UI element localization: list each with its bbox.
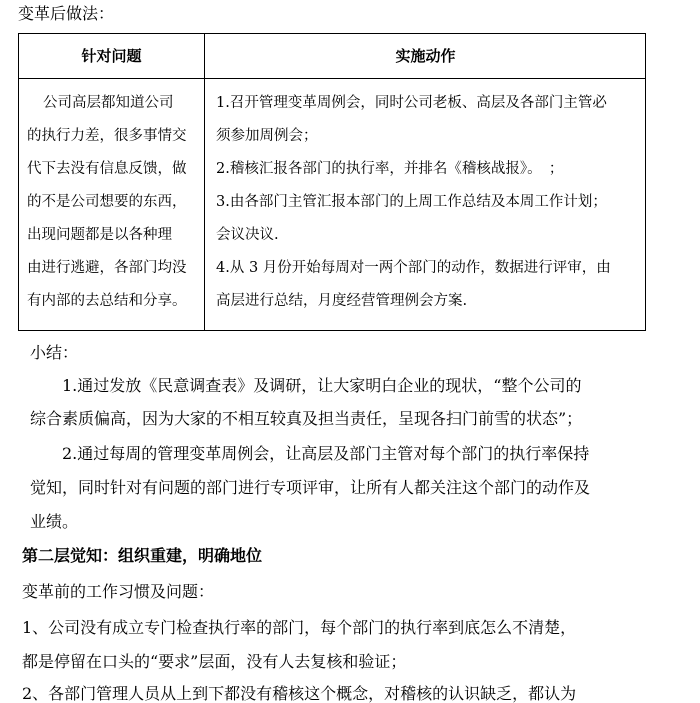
summary-label: 小结： — [30, 343, 79, 362]
action-line: 高层进行总结，月度经营管理例会方案. — [216, 293, 468, 309]
problem-line: 公司高层都知道公司 — [43, 95, 174, 111]
problem-line: 有内部的去总结和分享。 — [27, 293, 187, 309]
problem-line: 出现问题都是以各种理 — [27, 227, 172, 243]
action-line: 4.从 3 月份开始每周对一两个部门的动作，数据进行评审，由 — [216, 260, 611, 276]
problem-line: 由进行逃避，各部门均没 — [27, 260, 187, 276]
comparison-table — [18, 33, 646, 331]
action-line: 须参加周例会； — [216, 128, 318, 144]
table-header-divider — [19, 78, 645, 79]
problem-line: 的不是公司想要的东西， — [27, 194, 187, 210]
problem-line: 代下去没有信息反馈，做 — [27, 161, 187, 177]
summary-line: 综合素质偏高，因为大家的不相互较真及担当责任，呈现各扫门前雪的状态”； — [30, 409, 583, 428]
action-line: 会议决议. — [216, 227, 279, 243]
summary-line: 业绩。 — [30, 512, 79, 531]
table-header-problem: 针对问题 — [81, 47, 142, 65]
section-line: 都是停留在口头的“要求”层面，没有人去复核和验证； — [22, 652, 407, 671]
table-header-action: 实施动作 — [395, 47, 456, 65]
action-line: 1.召开管理变革周例会，同时公司老板、高层及各部门主管必 — [216, 95, 607, 111]
intro-label: 变革后做法： — [18, 4, 115, 23]
action-line: 3.由各部门主管汇报本部门的上周工作总结及本周工作计划； — [216, 194, 607, 210]
section-line: 1、公司没有成立专门检查执行率的部门，每个部门的执行率到底怎么不清楚， — [22, 618, 577, 637]
action-line: 2.稽核汇报各部门的执行率，并排名《稽核战报》。 ； — [216, 161, 564, 177]
summary-line: 1.通过发放《民意调查表》及调研，让大家明白企业的现状，“整个公司的 — [62, 376, 582, 395]
section-subtitle: 变革前的工作习惯及问题： — [22, 582, 215, 601]
section-heading: 第二层觉知：组织重建，明确地位 — [22, 546, 263, 565]
section-line: 2、各部门管理人员从上到下都没有稽核这个概念，对稽核的认识缺乏，都认为 — [22, 684, 577, 703]
summary-line: 2.通过每周的管理变革周例会，让高层及部门主管对每个部门的执行率保持 — [62, 444, 590, 463]
summary-line: 觉知，同时针对有问题的部门进行专项评审，让所有人都关注这个部门的动作及 — [30, 478, 591, 497]
problem-line: 的执行力差，很多事情交 — [27, 128, 187, 144]
